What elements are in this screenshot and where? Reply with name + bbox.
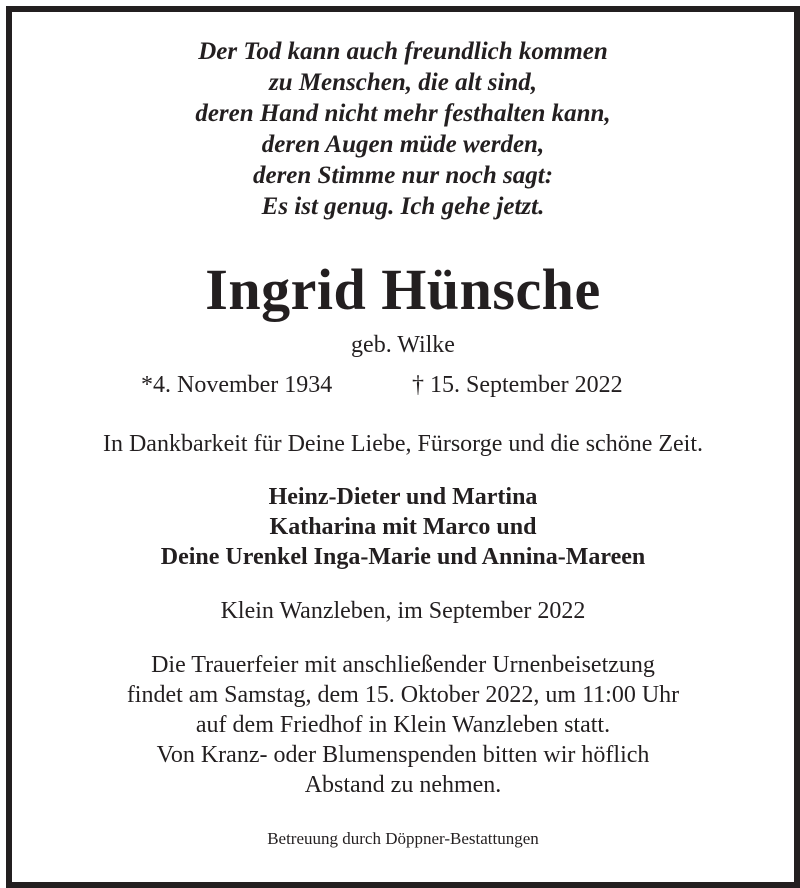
life-dates <box>12 370 794 400</box>
funeral-notice-line: Abstand zu nehmen. <box>304 772 502 798</box>
deceased-name: Ingrid Hünsche <box>205 257 601 322</box>
poem-line: zu Menschen, die alt sind, <box>268 69 538 96</box>
poem-line: deren Hand nicht mehr festhalten kann, <box>195 100 611 127</box>
funeral-notice-line: findet am Samstag, dem 15. Oktober 2022, um 11:00 Uhr <box>126 682 680 708</box>
birth-date: *4. November 1934 <box>141 372 333 398</box>
poem-line: deren Stimme nur noch sagt: <box>252 162 554 189</box>
death-date: † 15. September 2022 <box>412 372 623 398</box>
obituary-notice <box>6 6 800 888</box>
poem-line: Der Tod kann auch freundlich kommen <box>198 38 608 65</box>
funeral-notice-line: auf dem Friedhof in Klein Wanzleben statt. <box>195 712 611 738</box>
undertaker-credit: Betreuung durch Döppner-Bestattungen <box>267 829 539 848</box>
mourner-line: Deine Urenkel Inga-Marie und Annina-Mareen <box>160 544 646 570</box>
funeral-notice-line: Die Trauerfeier mit anschließender Urnenbeisetzung <box>151 652 655 678</box>
poem-line: Es ist genug. Ich gehe jetzt. <box>261 193 545 220</box>
mourner-line: Heinz-Dieter und Martina <box>268 484 538 510</box>
poem-line: deren Augen müde werden, <box>261 131 545 158</box>
mourner-line: Katharina mit Marco und <box>269 514 537 540</box>
maiden-name: geb. Wilke <box>351 332 455 358</box>
place-date: Klein Wanzleben, im September 2022 <box>220 598 586 624</box>
tribute-text: In Dankbarkeit für Deine Liebe, Fürsorge und die schöne Zeit. <box>102 431 704 457</box>
funeral-notice-line: Von Kranz- oder Blumenspenden bitten wir höflich <box>156 742 650 768</box>
